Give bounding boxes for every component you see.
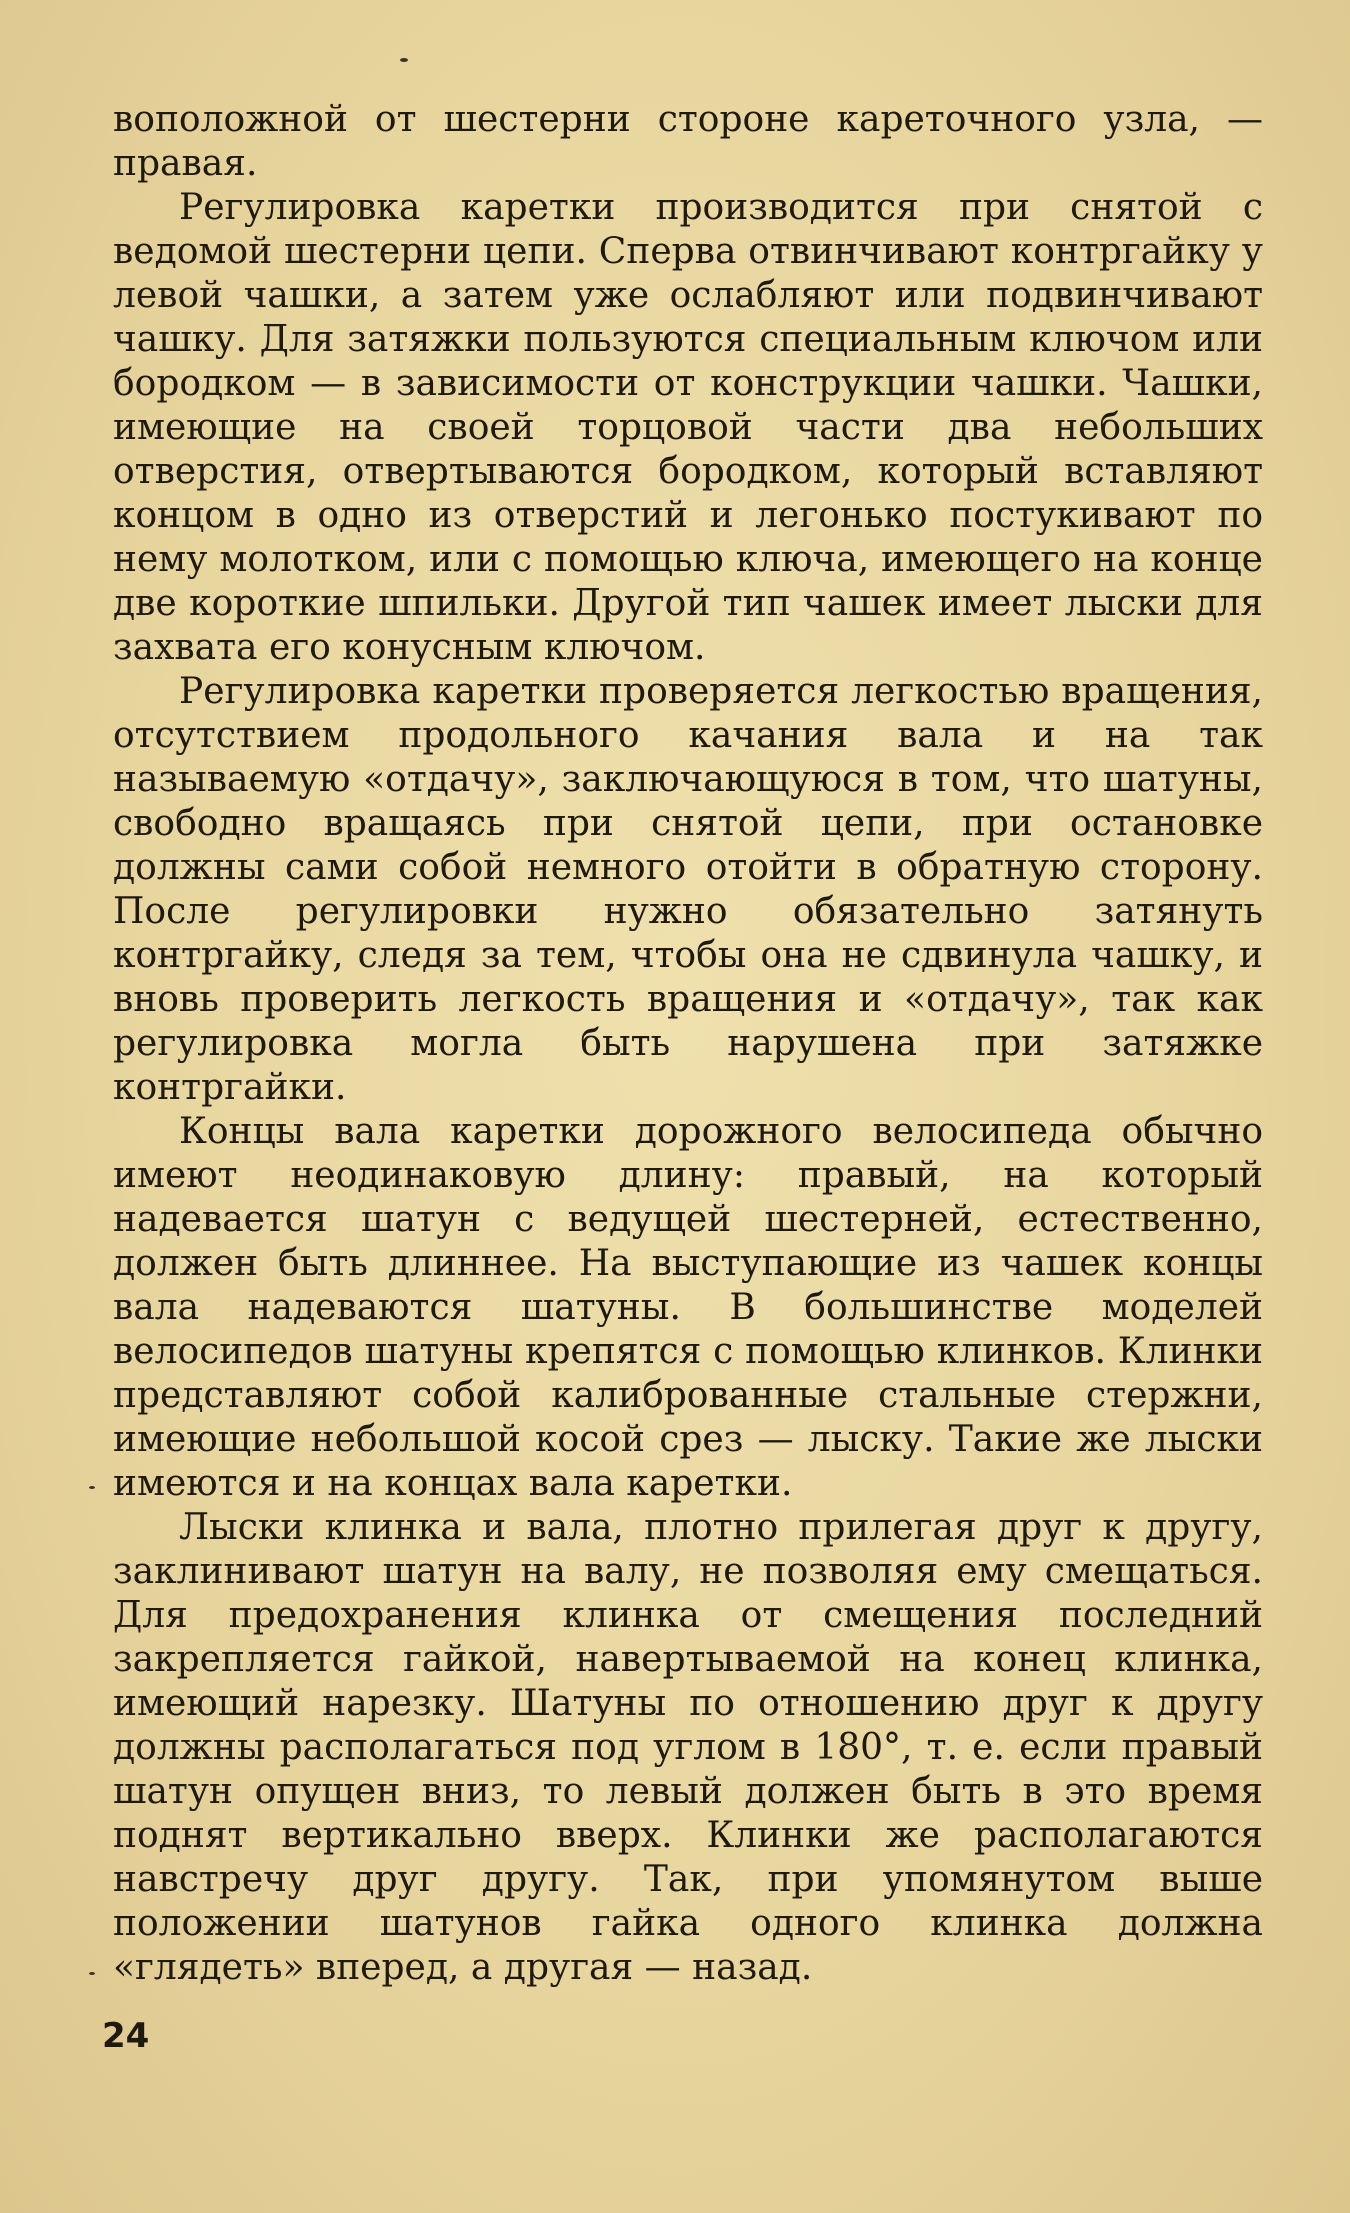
paragraph-cotter-pins: Лыски клинка и вала, плотно прилегая друг к другу, заклинивают шатун на валу, не позволяя ему смещаться. Для предохранения клинка от смещения последний закрепляется гайкой, навертываемой на конец клинка, имеющий нарезку. Шатуны по отношению друг к другу должны располагаться под углом в 180°, т. е. если правый шатун опущен вниз, то левый должен быть в это время поднят вертикально вверх. Клинки же располагаются навстречу друг другу. Так, при упомянутом выше положении шатунов гайка одного клинка должна «глядеть» вперед, а другая — назад. [113, 1507, 1263, 1988]
paragraph-carriage-adjustment: Регулировка каретки производится при снятой с ведомой шестерни цепи. Сперва отвинчивают контргайку у левой чашки, а затем уже ослабляют или подвинчивают чашку. Для затяжки пользуются специальным ключом или бородком — в зависимости от конструкции чашки. Чашки, имеющие на своей торцовой части два небольших отверстия, отвертываются бородком, который вставляют концом в одно из отверстий и легонько постукивают по нему молотком, или с помощью ключа, имеющего на конце две короткие шпильки. Другой тип чашек имеет лыски для захвата его конусным ключом. [113, 187, 1263, 668]
page-number: 24 [102, 2016, 150, 2056]
ink-speck [400, 58, 408, 62]
ink-speck [89, 1486, 95, 1489]
body-text [113, 98, 1263, 1990]
paragraph-axle-ends: Концы вала каретки дорожного велосипеда обычно имеют неодинаковую длину: правый, на который надевается шатун с ведущей шестерней, естественно, должен быть длиннее. На выступающие из чашек концы вала надеваются шатуны. В большинстве моделей велосипедов шатуны крепятся с помощью клинков. Клинки представляют собой калиброванные стальные стержни, имеющие небольшой косой срез — лыску. Такие же лыски имеются и на концах вала каретки. [113, 1111, 1263, 1504]
ink-speck [89, 1972, 95, 1975]
paragraph-continuation: воположной от шестерни стороне кареточного узла, — правая. [113, 99, 1263, 184]
paragraph-adjustment-check: Регулировка каретки проверяется легкостью вращения, отсутствием продольного качания вала и на так называемую «отдачу», заключающуюся в том, что шатуны, свободно вращаясь при снятой цепи, при остановке должны сами собой немного отойти в обратную сторону. После регулировки нужно обязательно затянуть контргайку, следя за тем, чтобы она не сдвинула чашку, и вновь проверить легкость вращения и «отдачу», так как регулировка могла быть нарушена при затяжке контргайки. [113, 671, 1263, 1108]
